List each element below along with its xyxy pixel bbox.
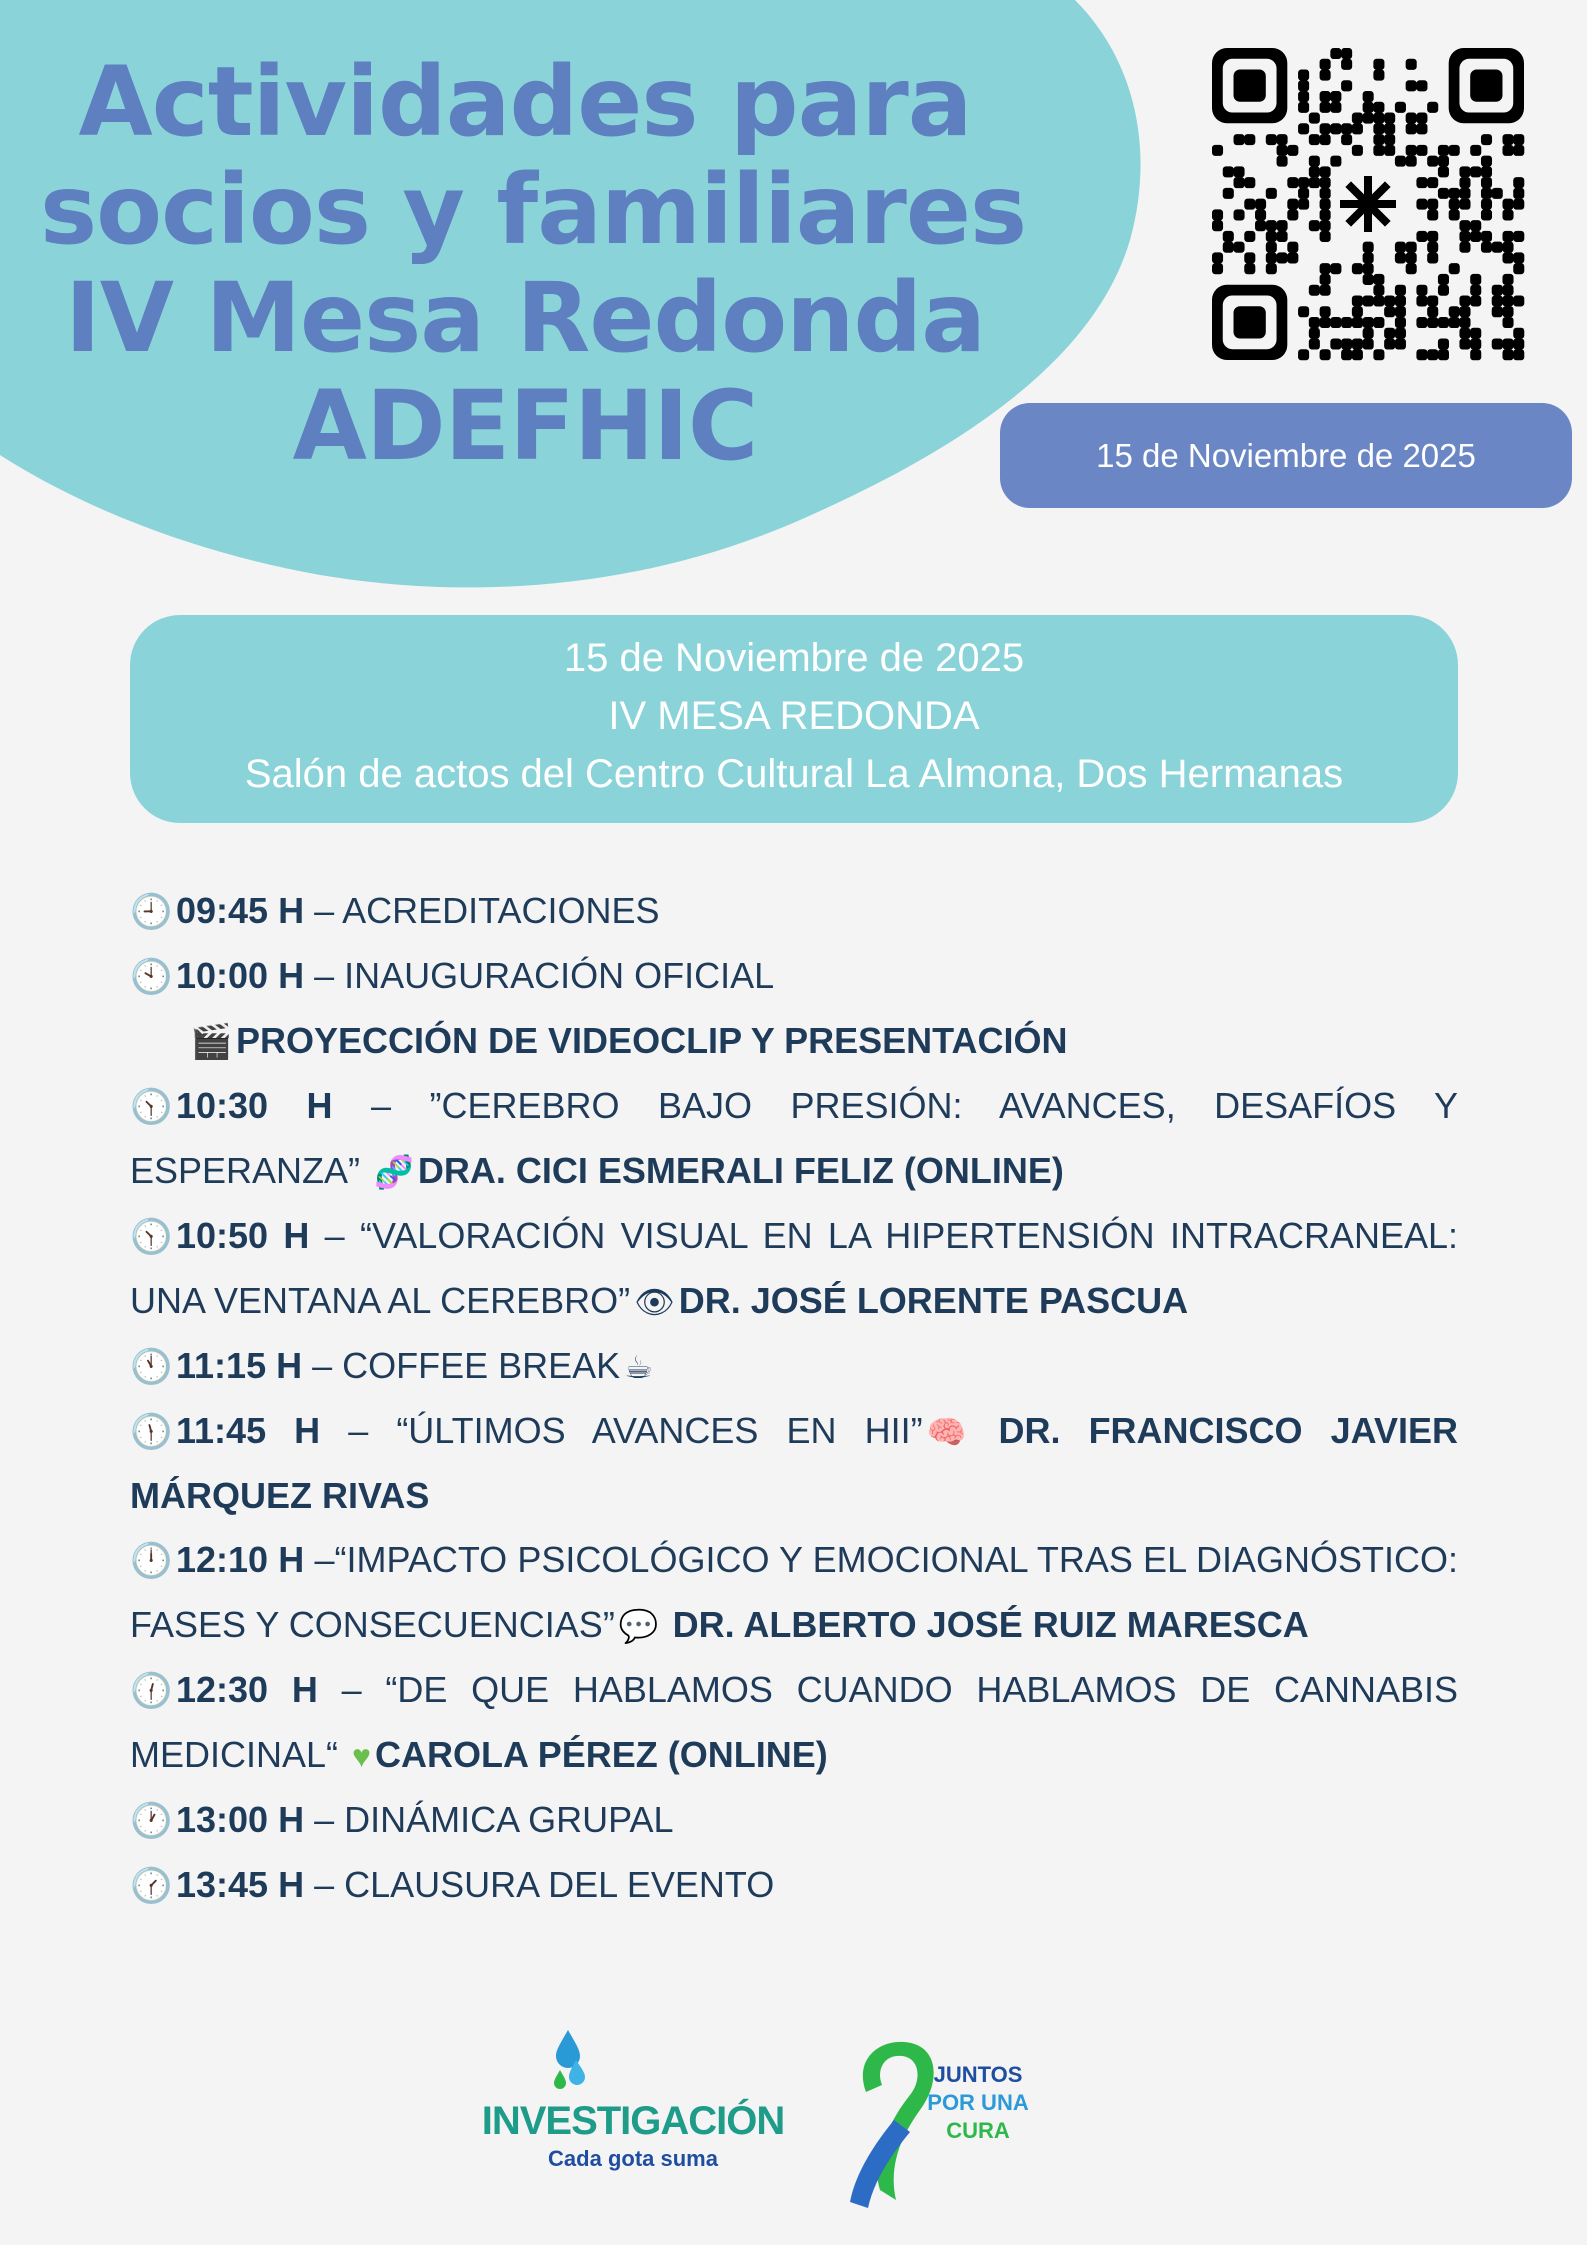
eye-icon: 👁 bbox=[634, 1284, 675, 1320]
schedule-separator: – bbox=[332, 1085, 430, 1126]
qr-code-icon[interactable] bbox=[1212, 48, 1524, 360]
schedule-item bbox=[130, 1853, 1458, 1918]
schedule-item bbox=[130, 1528, 1458, 1658]
schedule-item bbox=[130, 1009, 1458, 1074]
clock-icon: 🕥 bbox=[130, 1088, 173, 1126]
dna-icon: 🧬 bbox=[374, 1154, 414, 1190]
schedule-separator: – bbox=[317, 1669, 386, 1710]
schedule-item bbox=[130, 944, 1458, 1009]
schedule-time: 11:45 H bbox=[176, 1410, 321, 1451]
schedule-time: 13:45 H bbox=[176, 1864, 305, 1905]
schedule-time: 12:10 H bbox=[176, 1539, 305, 1580]
schedule-separator: – bbox=[304, 1864, 345, 1905]
schedule-time: 11:15 H bbox=[176, 1345, 303, 1386]
schedule-text: PROYECCIÓN DE VIDEOCLIP Y PRESENTACIÓN bbox=[236, 1020, 1068, 1061]
schedule-text: ”CEREBRO BAJO PRESIÓN: AVANCES, DESAFÍOS Y ESPERANZA” bbox=[130, 1085, 1459, 1191]
drop-icon bbox=[554, 2070, 566, 2089]
green-heart-icon: ♥ bbox=[352, 1738, 372, 1774]
date-badge bbox=[1000, 403, 1572, 508]
investigacion-word: INVESTIGACIÓN bbox=[481, 2099, 785, 2143]
ribbon-text-3: CURA bbox=[946, 2118, 1010, 2143]
schedule-text: “ÚLTIMOS AVANCES EN HII” bbox=[396, 1410, 923, 1451]
schedule-item bbox=[130, 1658, 1458, 1788]
clock-icon: 🕐 bbox=[130, 1802, 173, 1840]
ribbon-text-1: JUNTOS bbox=[933, 2062, 1023, 2087]
schedule-separator: – bbox=[304, 890, 343, 931]
clock-icon: 🕧 bbox=[130, 1672, 173, 1710]
schedule-separator: – bbox=[304, 1539, 335, 1580]
clock-icon: 🕦 bbox=[130, 1413, 173, 1451]
schedule-separator: – bbox=[304, 955, 345, 996]
investigacion-tagline: Cada gota suma bbox=[548, 2146, 718, 2171]
schedule-text: CLAUSURA DEL EVENTO bbox=[344, 1864, 775, 1905]
schedule-separator: – bbox=[309, 1215, 360, 1256]
schedule-time: 09:45 H bbox=[176, 890, 305, 931]
schedule-time: 10:30 H bbox=[176, 1085, 333, 1126]
schedule-list bbox=[130, 879, 1458, 1918]
schedule-item bbox=[130, 1334, 1458, 1399]
schedule-speaker: CAROLA PÉREZ (ONLINE) bbox=[375, 1734, 828, 1775]
brain-icon: 🧠 bbox=[926, 1414, 967, 1450]
schedule-text: “DE QUE HABLAMOS CUANDO HABLAMOS DE CANNABIS MEDICINAL“ bbox=[130, 1669, 1458, 1775]
title-line-4: ADEFHIC bbox=[292, 370, 758, 482]
title-line-1: Actividades para bbox=[78, 46, 972, 158]
event-info-box bbox=[130, 615, 1458, 823]
schedule-text: DINÁMICA GRUPAL bbox=[344, 1799, 674, 1840]
page-title bbox=[40, 46, 1027, 482]
schedule-item bbox=[130, 879, 1458, 944]
clock-icon: 🕘 bbox=[130, 893, 173, 931]
schedule-text: “VALORACIÓN VISUAL EN LA HIPERTENSIÓN INTRACRANEAL: UNA VENTANA AL CEREBRO” bbox=[130, 1215, 1458, 1321]
schedule-item bbox=[130, 1204, 1458, 1334]
schedule-speaker: DR. JOSÉ LORENTE PASCUA bbox=[678, 1280, 1189, 1321]
schedule-separator: – bbox=[302, 1345, 343, 1386]
schedule-speaker: DR. FRANCISCO JAVIER MÁRQUEZ RIVAS bbox=[130, 1410, 1458, 1516]
event-date: 15 de Noviembre de 2025 bbox=[563, 636, 1025, 680]
clock-icon: 🕜 bbox=[130, 1867, 173, 1905]
clock-icon: 🕚 bbox=[130, 1348, 173, 1386]
schedule-text: INAUGURACIÓN OFICIAL bbox=[344, 955, 775, 996]
clock-icon: 🕥 bbox=[130, 1218, 173, 1256]
schedule-item bbox=[130, 1788, 1458, 1853]
coffee-icon: ☕ bbox=[624, 1349, 653, 1385]
clock-icon: 🕛 bbox=[130, 1542, 173, 1580]
clapper-icon: 🎬 bbox=[190, 1023, 233, 1061]
ribbon-blue-icon bbox=[850, 2120, 910, 2208]
investigacion-logo bbox=[481, 2030, 785, 2180]
schedule-separator: – bbox=[320, 1410, 397, 1451]
schedule-text: ACREDITACIONES bbox=[342, 890, 660, 931]
speech-bubble-icon: 💬 bbox=[618, 1608, 659, 1644]
schedule-time: 13:00 H bbox=[176, 1799, 305, 1840]
title-line-3: IV Mesa Redonda bbox=[65, 262, 985, 374]
schedule-time: 10:00 H bbox=[176, 955, 305, 996]
event-venue: Salón de actos del Centro Cultural La Almona, Dos Hermanas bbox=[244, 752, 1344, 796]
schedule-time: 10:50 H bbox=[176, 1215, 310, 1256]
schedule-item bbox=[130, 1074, 1458, 1204]
schedule-speaker: DRA. CICI ESMERALI FELIZ (ONLINE) bbox=[417, 1150, 1064, 1191]
schedule-text: COFFEE BREAK bbox=[342, 1345, 621, 1386]
schedule-separator: – bbox=[304, 1799, 345, 1840]
clock-icon: 🕙 bbox=[130, 958, 173, 996]
ribbon-text-2: POR UNA bbox=[927, 2090, 1029, 2115]
title-line-2: socios y familiares bbox=[40, 154, 1027, 266]
schedule-item bbox=[130, 1399, 1458, 1528]
event-name: IV MESA REDONDA bbox=[608, 694, 980, 738]
schedule-speaker: DR. ALBERTO JOSÉ RUIZ MARESCA bbox=[672, 1604, 1309, 1645]
schedule-text: “IMPACTO PSICOLÓGICO Y EMOCIONAL TRAS EL DIAGNÓSTICO: FASES Y CONSECUENCIAS” bbox=[130, 1539, 1458, 1645]
date-badge-text: 15 de Noviembre de 2025 bbox=[1096, 436, 1476, 474]
ribbon-logo bbox=[810, 2040, 1050, 2210]
schedule-time: 12:30 H bbox=[176, 1669, 318, 1710]
